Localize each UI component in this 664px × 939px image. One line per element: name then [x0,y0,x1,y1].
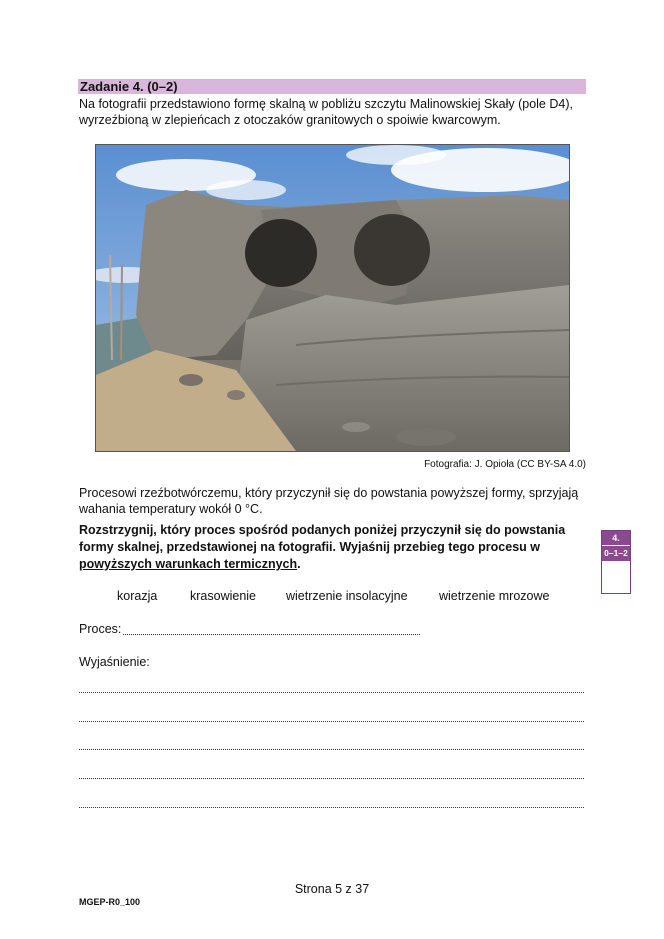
score-task-number: 4. [602,531,630,545]
explanation-answer-line[interactable] [79,748,584,750]
rock-formation-photo [95,144,570,452]
command-underlined-text: powyższych warunkach termicznych [79,557,298,571]
command-text: Rozstrzygnij, który proces spośród podanych poniżej przyczynił się do powstania formy skalnej, przedstawionej na fotografii. Wyjaśnij przebieg tego procesu w [79,523,566,554]
task-header: Zadanie 4. (0–2) [78,79,586,94]
task-command [79,522,579,573]
page-number: Strona 5 z 37 [294,882,370,896]
option-wietrzenie-insolacyjne: wietrzenie insolacyjne [286,589,408,603]
option-krasowienie: krasowienie [190,589,257,603]
explanation-answer-line[interactable] [79,777,584,779]
process-answer-line[interactable] [123,624,420,635]
exam-code: MGEP-R0_100 [79,897,141,907]
task-context: Procesowi rzeźbotwórczemu, który przyczynił się do powstania powyższej formy, sprzyjają wahania temperatury wokół 0 °C. [79,486,579,516]
score-box [601,530,631,594]
option-korazja: korazja [117,589,158,603]
explanation-answer-line[interactable] [79,720,584,722]
process-options [79,589,589,605]
command-end: . [297,557,301,571]
explanation-answer-line[interactable] [79,691,584,693]
task-intro: Na fotografii przedstawiono formę skalną w pobliżu szczytu Malinowskiej Skały (pole D4), wyrzeźbioną w zlepieńcach z otoczaków granitowych o spoiwie kwarcowym. [79,97,573,127]
option-wietrzenie-mrozowe: wietrzenie mrozowe [439,589,550,603]
explanation-label: Wyjaśnienie: [79,655,150,669]
explanation-answer-line[interactable] [79,806,584,808]
photo-credit: Fotografia: J. Opioła (CC BY-SA 4.0) [424,459,586,470]
process-label: Proces: [79,622,122,636]
score-points-scale: 0–1–2 [602,545,630,561]
